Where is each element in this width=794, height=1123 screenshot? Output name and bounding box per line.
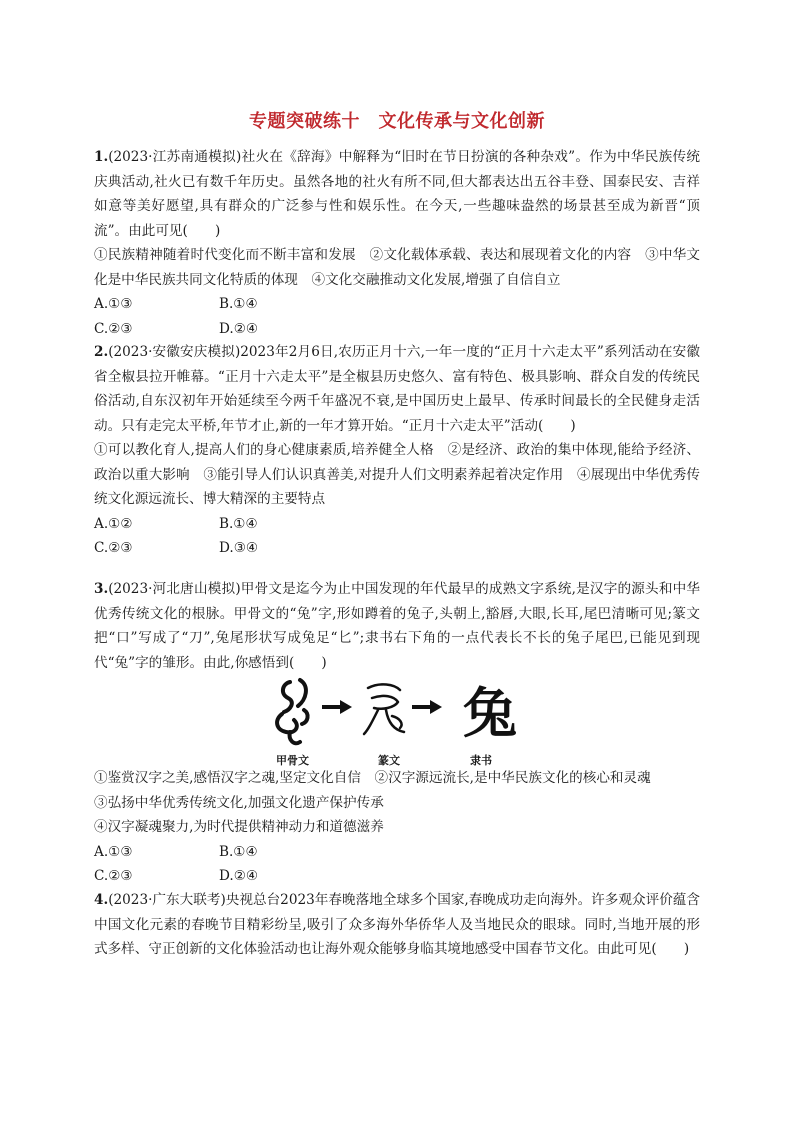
option-c[interactable]: C.②③: [94, 320, 133, 337]
seal-script-glyph: [364, 684, 404, 734]
question-stem: 3.(2023·河北唐山模拟)甲骨文是迄今为止中国发现的年代最早的成熟文字系统,是汉字的源头和中华优秀传统文化的根脉。甲骨文的“兔”字,形如蹲着的兔子,头朝上,豁唇,大眼,长耳,尾巴清晰可见;篆文把“口”写成了“刀”,兔尾形状写成兔足“匕”;隶书右下角的一点代表长不长的兔子尾巴,已能见到现代“兔”字的雏形。由此,你感悟到( ): [94, 581, 700, 671]
clerical-script-glyph: 兔: [463, 681, 517, 745]
caption-clerical: 隶书: [470, 754, 492, 767]
option-c[interactable]: C.②③: [94, 540, 133, 556]
statement: ③弘扬中华优秀传统文化,加强文化遗产保护传承: [94, 794, 384, 811]
options: [94, 512, 700, 561]
option-a[interactable]: A.①②: [94, 515, 133, 532]
statements: [94, 438, 700, 512]
oracle-bone-glyph: [277, 680, 308, 743]
question-4: [94, 888, 700, 962]
option-d[interactable]: D.②④: [219, 320, 259, 337]
question-stem: 1.(2023·江苏南通模拟)社火在《辞海》中解释为“旧时在节日扮演的各种杂戏”。作为中华民族传统庆典活动,社火已有数千年历史。虽然各地的社火有所不同,但大都表达出五谷丰登、国泰民安、吉祥如意等美好愿望,具有群众的广泛参与性和娱乐性。在今天,一些趣味盎然的场景甚至成为新晋“顶流”。由此可见( ): [94, 149, 700, 239]
options: [94, 840, 700, 889]
arrow-icon: [322, 700, 352, 714]
statement: ①可以教化育人,提高人们的身心健康素质,培养健全人格 ②是经济、政治的集中体现,能给予经济、政治以重大影响 ③能引导人们认识真善美,对提升人们文明素养起着决定作用 ④展现出中华优秀传统文化源远流长、博大精深的主要特点: [94, 442, 700, 507]
statement: ④汉字凝魂聚力,为时代提供精神动力和道德滋养: [94, 819, 384, 835]
question-number: 4.: [94, 892, 109, 908]
question-stem: 2.(2023·安徽安庆模拟)2023年2月6日,农历正月十六,一年一度的“正月十六走太平”系列活动在安徽省全椒县拉开帷幕。“正月十六走太平”是全椒县历史悠久、富有特色、极具影响、群众自发的传统民俗活动,自东汉初年开始延续至今两千年盛况不衰,是中国历史上最早、传承时间最长的全民健身走活动。只有走完太平桥,年节才止,新的一年才算开始。“正月十六走太平”活动( ): [94, 344, 700, 434]
option-b[interactable]: B.①④: [219, 515, 258, 532]
option-b[interactable]: B.①④: [219, 296, 258, 312]
statements: [94, 766, 700, 840]
question-number: 2.: [94, 344, 109, 360]
question-1: [94, 145, 700, 341]
statement: ①鉴赏汉字之美,感悟汉字之魂,坚定文化自信 ②汉字源远流长,是中华民族文化的核心和灵魂: [94, 770, 651, 786]
options: [94, 292, 700, 341]
option-d[interactable]: D.③④: [219, 540, 259, 556]
question-3: [94, 577, 700, 675]
option-c[interactable]: C.②③: [94, 868, 133, 884]
arrow-icon: [412, 700, 442, 714]
option-d[interactable]: D.②④: [219, 868, 259, 884]
question-2: [94, 340, 700, 561]
option-a[interactable]: A.①③: [94, 296, 133, 312]
question-number: 1.: [94, 149, 109, 165]
statements: [94, 243, 700, 292]
caption-oracle: 甲骨文: [276, 754, 309, 767]
option-b[interactable]: B.①④: [219, 843, 258, 860]
caption-seal: 篆文: [378, 754, 400, 767]
question-3-choices: [94, 766, 700, 889]
page-title: 专题突破练十 文化传承与文化创新: [249, 111, 545, 132]
character-evolution-graphic: [260, 670, 540, 750]
option-a[interactable]: A.①③: [94, 843, 133, 860]
statement: ①民族精神随着时代变化而不断丰富和发展 ②文化载体承载、表达和展现着文化的内容 ③中华文化是中华民族共同文化特质的体现 ④文化交融推动文化发展,增强了自信自立: [94, 247, 700, 288]
question-stem: 4.(2023·广东大联考)央视总台2023年春晚落地全球多个国家,春晚成功走向海外。许多观众评价蕴含中国文化元素的春晚节目精彩纷呈,吸引了众多海外华侨华人及当地民众的眼球。同时,当地开展的形式多样、守正创新的文化体验活动也让海外观众能够身临其境地感受中国春节文化。由此可见( ): [94, 892, 700, 957]
question-number: 3.: [94, 581, 109, 597]
